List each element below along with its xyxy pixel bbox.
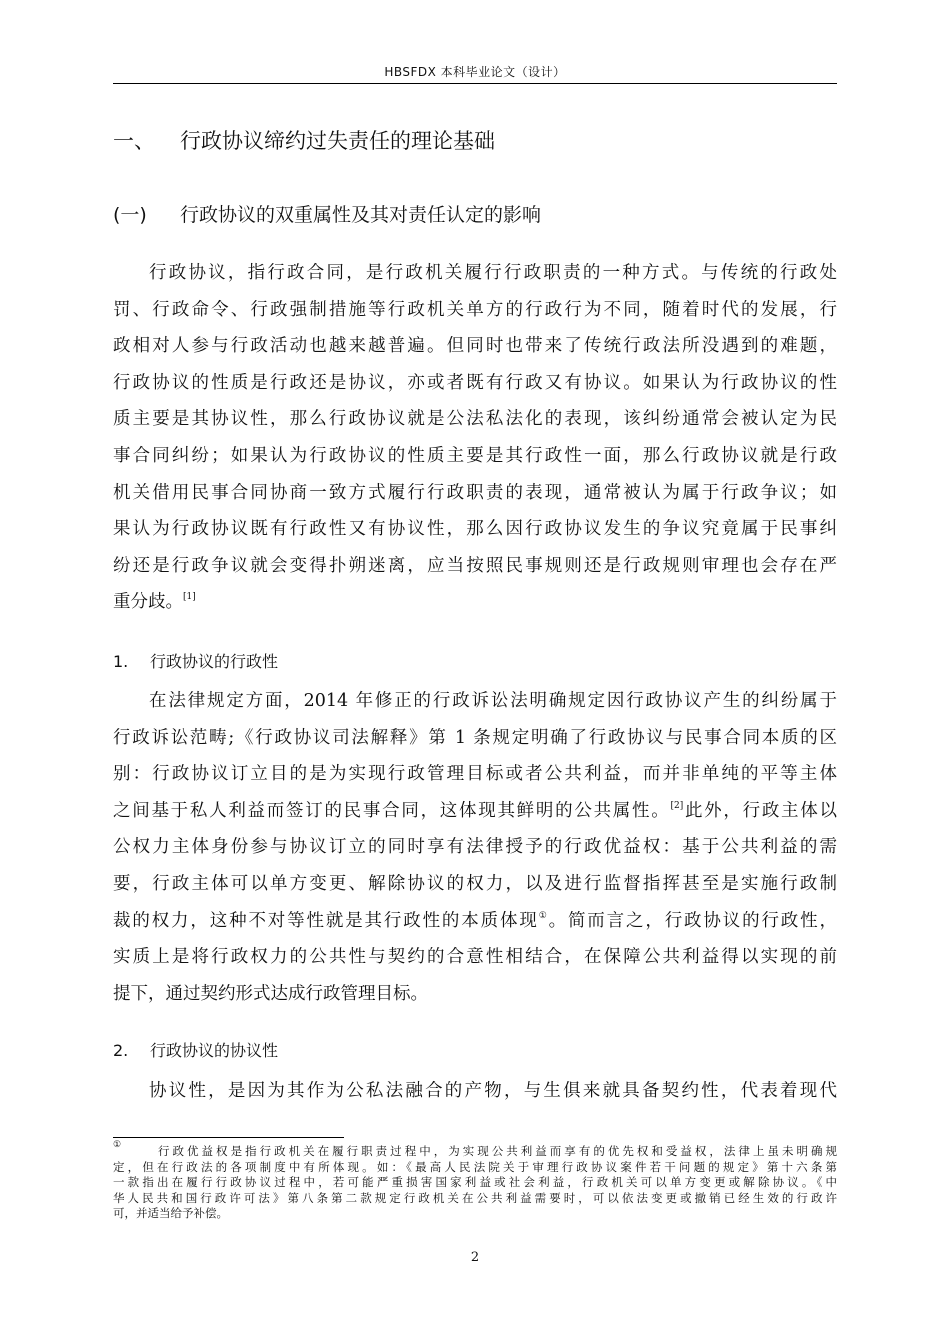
footnote — [113, 1140, 837, 1222]
paragraph-line: 机关借用民事合同协商一致方式履行行政职责的表现，通常被认为属于行政争议；如 — [113, 482, 837, 503]
heading-number: 2. — [113, 1041, 129, 1060]
heading-administrative-nature — [113, 650, 837, 674]
paragraph-line: 实质上是将行政权力的公共性与契约的合意性相结合，在保障公共利益得以实现的前 — [113, 947, 837, 968]
footnote-line: 一款指出在履行行政协议过程中，若可能严重损害国家利益或社会利益，行政机关可以单方变更或解除协议。《中 — [113, 1175, 837, 1189]
paragraph-line: 纷还是行政争议就会变得扑朔迷离，应当按照民事规则还是行政规则审理也会存在严 — [113, 555, 837, 576]
paragraph-1 — [113, 255, 837, 621]
paragraph-text: 。简而言之，行政协议的行政性， — [548, 910, 837, 931]
paragraph-line: 质主要是其协议性，那么行政协议就是公法私法化的表现，该纠纷通常会被认定为民 — [113, 409, 837, 430]
paragraph-text: 此外，行政主体以 — [683, 800, 838, 821]
subsection-title: 行政协议的双重属性及其对责任认定的影响 — [180, 204, 542, 226]
footnote-line: 华人民共和国行政许可法》第八条第二款规定行政机关在公共利益需要时，可以依法变更或撤销已经生效的行政许 — [113, 1190, 837, 1205]
paragraph-3 — [113, 1073, 837, 1110]
running-header: HBSFDX 本科毕业论文（设计） — [384, 65, 566, 79]
paragraph-line: 协议性，是因为其作为公私法融合的产物，与生俱来就具备契约性，代表着现代 — [149, 1081, 837, 1101]
paragraph-line: 行政诉讼范畴;《行政协议司法解释》第 1 条规定明确了行政协议与民事合同本质的区 — [113, 727, 837, 748]
subsection-number: (一) — [113, 204, 147, 226]
heading-number: 1. — [113, 652, 129, 671]
paragraph-text: 之间基于私人利益而签订的民事合同，这体现其鲜明的公共属性。 — [113, 800, 671, 821]
paragraph-line: 罚、行政命令、行政强制措施等行政机关单方的行政行为不同，随着时代的发展，行 — [113, 299, 837, 320]
paragraph-line — [113, 903, 837, 940]
paragraph-line: 事合同纠纷；如果认为行政协议的性质主要是其行政性一面，那么行政协议就是行政 — [113, 445, 837, 466]
paragraph-line: 别：行政协议订立目的是为实现行政管理目标或者公共利益，而并非单纯的平等主体 — [113, 764, 837, 785]
footnote-mark — [113, 1140, 155, 1160]
page-number: 2 — [470, 1250, 480, 1265]
footnote-separator — [113, 1137, 344, 1138]
paragraph-line: 行政协议，指行政合同，是行政机关履行行政职责的一种方式。与传统的行政处 — [149, 263, 837, 283]
citation-ref[interactable]: [1] — [183, 592, 196, 603]
heading-title: 行政协议的协议性 — [150, 1041, 279, 1060]
heading-title: 行政协议的行政性 — [150, 652, 279, 671]
paragraph-line — [113, 793, 837, 830]
footnote-line: 定，但在行政法的各项制度中有所体现。如：《最高人民法院关于审理行政协议案件若干问题的规定》第十六条第 — [113, 1159, 837, 1174]
footnote-mark-glyph: ① — [113, 1140, 122, 1150]
section-title: 行政协议缔约过失责任的理论基础 — [180, 129, 495, 153]
paragraph-line: 果认为行政协议既有行政性又有协议性，那么因行政协议发生的争议究竟属于民事纠 — [113, 519, 837, 540]
paragraph-text: 裁的权力，这种不对等性就是其行政性的本质体现 — [113, 910, 539, 931]
paragraph-line-last: 提下，通过契约形式达成行政管理目标。 — [113, 983, 428, 1004]
paragraph-line: 公权力主体身份参与协议订立的同时享有法律授予的行政优益权：基于公共利益的需 — [113, 837, 837, 858]
footnote-line-last: 可，并适当给予补偿。 — [113, 1206, 228, 1220]
header-rule — [113, 83, 837, 84]
heading-contractual-nature — [113, 1039, 837, 1063]
paragraph-2 — [113, 683, 837, 1012]
paragraph-line: 行政协议的性质是行政还是协议，亦或者既有行政又有协议。如果认为行政协议的性 — [113, 372, 837, 393]
paragraph-text: 重分歧。 — [113, 592, 183, 613]
citation-ref[interactable]: [2] — [670, 800, 684, 811]
section-heading — [113, 126, 837, 156]
footnote-line — [113, 1140, 837, 1160]
paragraph-line-last — [113, 584, 837, 621]
footnote-ref[interactable]: ① — [538, 910, 549, 921]
section-number: 一、 — [113, 129, 155, 153]
paragraph-line: 政相对人参与行政活动也越来越普遍。但同时也带来了传统行政法所没遇到的难题， — [113, 336, 837, 357]
paragraph-line: 在法律规定方面，2014 年修正的行政诉讼法明确规定因行政协议产生的纠纷属于 — [149, 691, 837, 711]
footnote-text: 行政优益权是指行政机关在履行职责过程中，为实现公共利益而享有的优先权和受益权，法律上虽未明确规 — [155, 1144, 837, 1158]
subsection-heading — [113, 201, 837, 229]
paragraph-line: 要，行政主体可以单方变更、解除协议的权力，以及进行监督指挥甚至是实施行政制 — [113, 873, 837, 894]
